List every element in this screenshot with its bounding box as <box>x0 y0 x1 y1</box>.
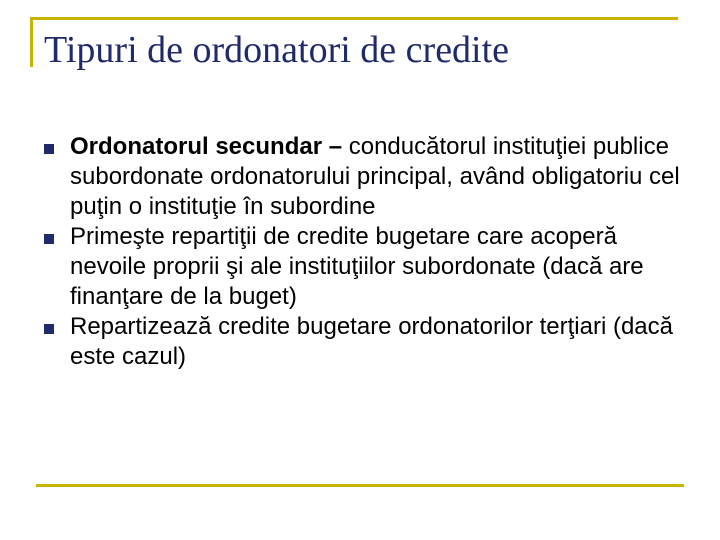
bullet-item <box>70 222 680 312</box>
bullet-item <box>70 132 680 222</box>
frame-left-line <box>30 17 33 67</box>
frame-top-line <box>30 17 678 20</box>
bullet-text: Primeşte repartiţii de credite bugetare care acoperă nevoile proprii şi ale instituţiilor subordonate (dacă are finanţare de la buget) <box>70 223 644 310</box>
square-bullet-icon <box>44 234 54 244</box>
bullet-text: Repartizează credite bugetare ordonatorilor terţiari (dacă este cazul) <box>70 313 673 370</box>
frame-bottom-line <box>36 484 684 487</box>
bullet-item <box>70 312 680 372</box>
bullet-list <box>70 132 680 372</box>
bullet-text: conducătorul instituţiei publice subordonate ordonatorului principal, având obligatoriu cel puţin o instituţie în subordine <box>70 133 680 220</box>
square-bullet-icon <box>44 144 54 154</box>
bullet-bold-text: Ordonatorul secundar – <box>70 133 343 160</box>
square-bullet-icon <box>44 324 54 334</box>
slide-title: Tipuri de ordonatori de credite <box>44 29 510 71</box>
